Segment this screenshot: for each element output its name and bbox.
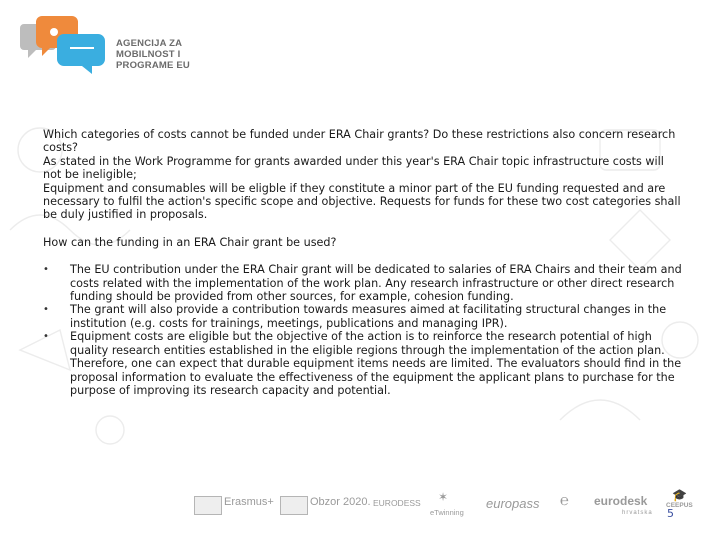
eurodesk-small-logo: EURODESS xyxy=(373,498,421,508)
list-item xyxy=(43,330,683,397)
eu-flag-icon xyxy=(280,496,308,515)
logo-speech-bubbles-icon xyxy=(20,12,112,74)
erasmus-logo: Erasmus+ xyxy=(224,496,274,508)
obzor-logo: Obzor 2020. xyxy=(310,496,371,508)
question-1: Which categories of costs cannot be funded under ERA Chair grants? Do these restrictions also concern research costs? xyxy=(43,128,676,155)
list-item xyxy=(43,303,683,330)
europass-logo: europass xyxy=(486,496,540,511)
answer-1-paragraph-1: As stated in the Work Programme for grants awarded under this year's ERA Chair topic infrastructure costs will not be ineligible; xyxy=(43,154,664,182)
bullet-list xyxy=(43,263,683,397)
eu-flag-icon xyxy=(194,496,222,515)
ceepus-logo: CEEPUS xyxy=(666,502,693,509)
logo-text xyxy=(116,38,190,71)
bullet-text: Equipment costs are eligible but the objective of the action is to reinforce the research potential of high quality research entities established in the eligible regions through the implementation of the action plan. Therefore, one can expect that durable equipment items needs are limited. The evaluators should find in the proposal information to evaluate the effectiveness of the equipment the applicant plans to purchase for the purpose of improving its research capacity and potential. xyxy=(70,330,682,397)
bullet-text: The EU contribution under the ERA Chair grant will be dedicated to salaries of ERA Chairs and their team and costs related with the implementation of the work plan. Any research infrastructure or other direct research funding should be provided from other sources, for example, cohesion funding. xyxy=(70,263,682,304)
logo-line-2: MOBILNOST I xyxy=(116,49,181,60)
answer-1-paragraph-2: Equipment and consumables will be eligble if they constitute a minor part of the EU funding requested and are necessary to fulfil the action's specific scope and objective. Requests for funds for these two cost categories shall be duly justified in proposals. xyxy=(43,181,681,222)
footer-partner-logos xyxy=(190,488,710,528)
eurodesk-icon: ℮ xyxy=(560,492,570,509)
logo-line-1: AGENCIJA ZA xyxy=(116,38,183,49)
page-number: 5 xyxy=(667,507,674,520)
slide-content xyxy=(43,128,683,397)
bullet-text: The grant will also provide a contribution towards measures aimed at facilitating structural changes in the institution (e.g. costs for trainings, meetings, publications and managing IPR). xyxy=(70,303,667,330)
etwinning-logo: eTwinning xyxy=(430,508,464,517)
bullet-icon: • xyxy=(43,304,49,316)
bullet-icon: • xyxy=(43,331,49,343)
eurodesk-logo: eurodesk xyxy=(594,494,648,508)
list-item xyxy=(43,263,683,303)
bullet-icon: • xyxy=(43,264,49,276)
ceepus-cap-icon: 🎓 xyxy=(672,488,687,502)
agency-logo xyxy=(20,12,190,74)
eurodesk-subtitle: hrvatska xyxy=(622,510,653,516)
etwinning-star-icon: ✶ xyxy=(438,490,449,504)
logo-line-3: PROGRAME EU xyxy=(116,60,190,71)
question-2: How can the funding in an ERA Chair grant be used? xyxy=(43,235,337,249)
